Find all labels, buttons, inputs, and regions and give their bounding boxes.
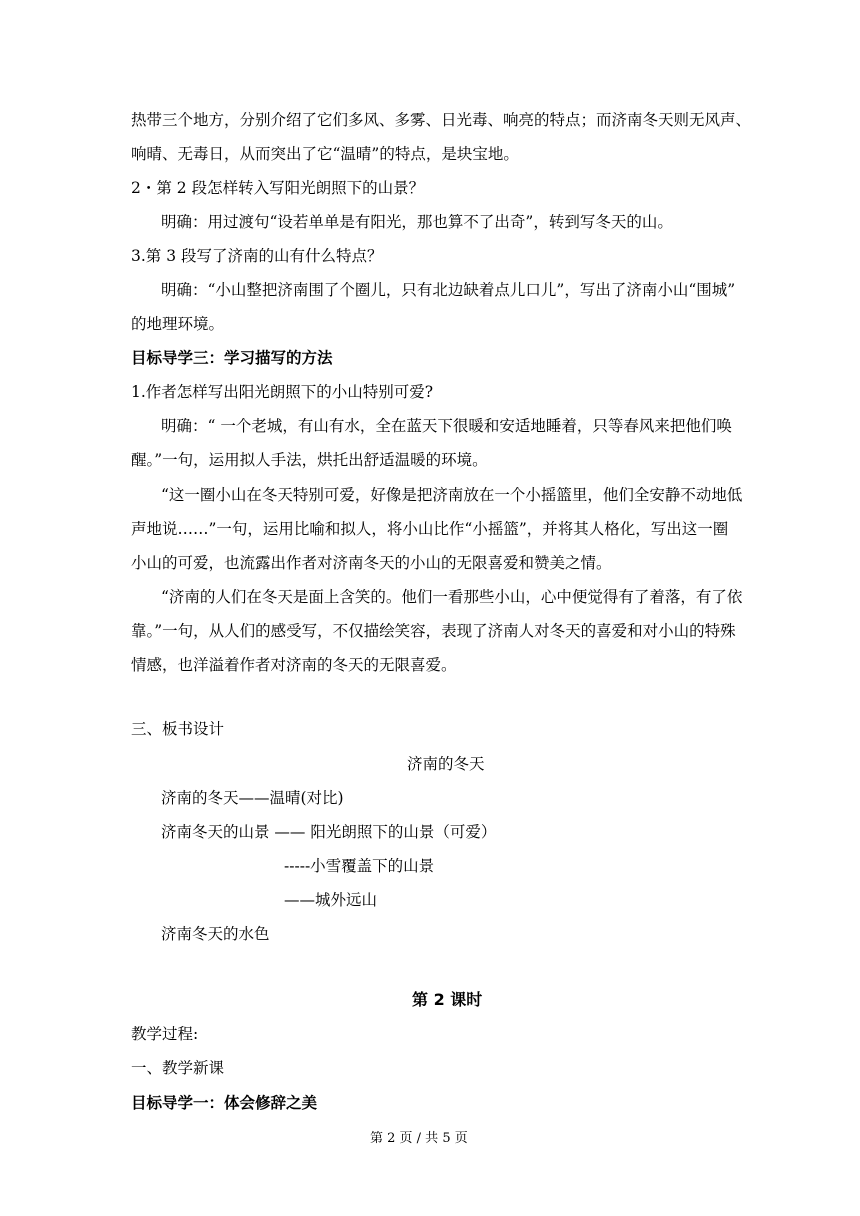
answer-3-line: 明确：“小山整把济南围了个圈儿，只有北边缺着点儿口儿”，写出了济南小山“围城” xyxy=(161,281,736,299)
board-row: 济南冬天的山景 —— 阳光朗照下的山景（可爱） xyxy=(161,823,497,841)
paragraph-line: “这一圈小山在冬天特别可爱，好像是把济南放在一个小摇篮里，他们全安静不动地低 xyxy=(161,486,743,504)
section-heading: 一、教学新课 xyxy=(131,1059,225,1077)
paragraph-line: 热带三个地方，分别介绍了它们多风、多雾、日光毒、响亮的特点；而济南冬天则无风声、 xyxy=(131,111,752,129)
paragraph-line: “济南的人们在冬天是面上含笑的。他们一看那些小山，心中便觉得有了着落，有了依 xyxy=(161,588,743,606)
board-row: 济南冬天的水色 xyxy=(161,925,270,943)
board-row: -----小雪覆盖下的山景 xyxy=(284,857,435,875)
paragraph-line: 靠。”一句，从人们的感受写，不仅描绘笑容，表现了济南人对冬天的喜爱和对小山的特殊 xyxy=(131,622,736,640)
answer-2: 明确：用过渡句“设若单单是有阳光，那也算不了出奇”，转到写冬天的山。 xyxy=(161,213,673,231)
answer-3-line: 的地理环境。 xyxy=(131,315,225,333)
question-2: 2・第 2 段怎样转入写阳光朗照下的山景？ xyxy=(131,179,425,197)
answer-1-line: 明确：“ 一个老城，有山有水，全在蓝天下很暖和安适地睡着，只等春风来把他们唤 xyxy=(161,417,732,435)
goal-1-heading: 目标导学一：体会修辞之美 xyxy=(131,1094,318,1112)
paragraph-line: 声地说……”一句，运用比喻和拟人，将小山比作“小摇篮”，并将其人格化，写出这一圈 xyxy=(131,520,729,538)
paragraph-line: 响晴、无毒日，从而突出了它“温晴”的特点，是块宝地。 xyxy=(131,145,519,163)
paragraph-line: 情感，也洋溢着作者对济南的冬天的无限喜爱。 xyxy=(131,656,457,674)
board-title: 济南的冬天 xyxy=(407,755,485,773)
page-number: 第 2 页 / 共 5 页 xyxy=(370,1131,468,1146)
lesson-title: 第 2 课时 xyxy=(412,990,483,1009)
paragraph-line: 小山的可爱，也流露出作者对济南冬天的小山的无限喜爱和赞美之情。 xyxy=(131,554,612,572)
board-row: ——城外远山 xyxy=(284,891,378,909)
question-1: 1.作者怎样写出阳光朗照下的小山特别可爱? xyxy=(131,383,434,401)
board-design-heading: 三、板书设计 xyxy=(131,720,225,738)
answer-1-line: 醒。”一句，运用拟人手法，烘托出舒适温暖的环境。 xyxy=(131,451,488,469)
question-3: 3.第 3 段写了济南的山有什么特点？ xyxy=(131,247,383,265)
process-label: 教学过程: xyxy=(131,1025,199,1043)
goal-3-heading: 目标导学三：学习描写的方法 xyxy=(131,349,333,367)
board-row: 济南的冬天——温晴(对比) xyxy=(161,789,344,807)
